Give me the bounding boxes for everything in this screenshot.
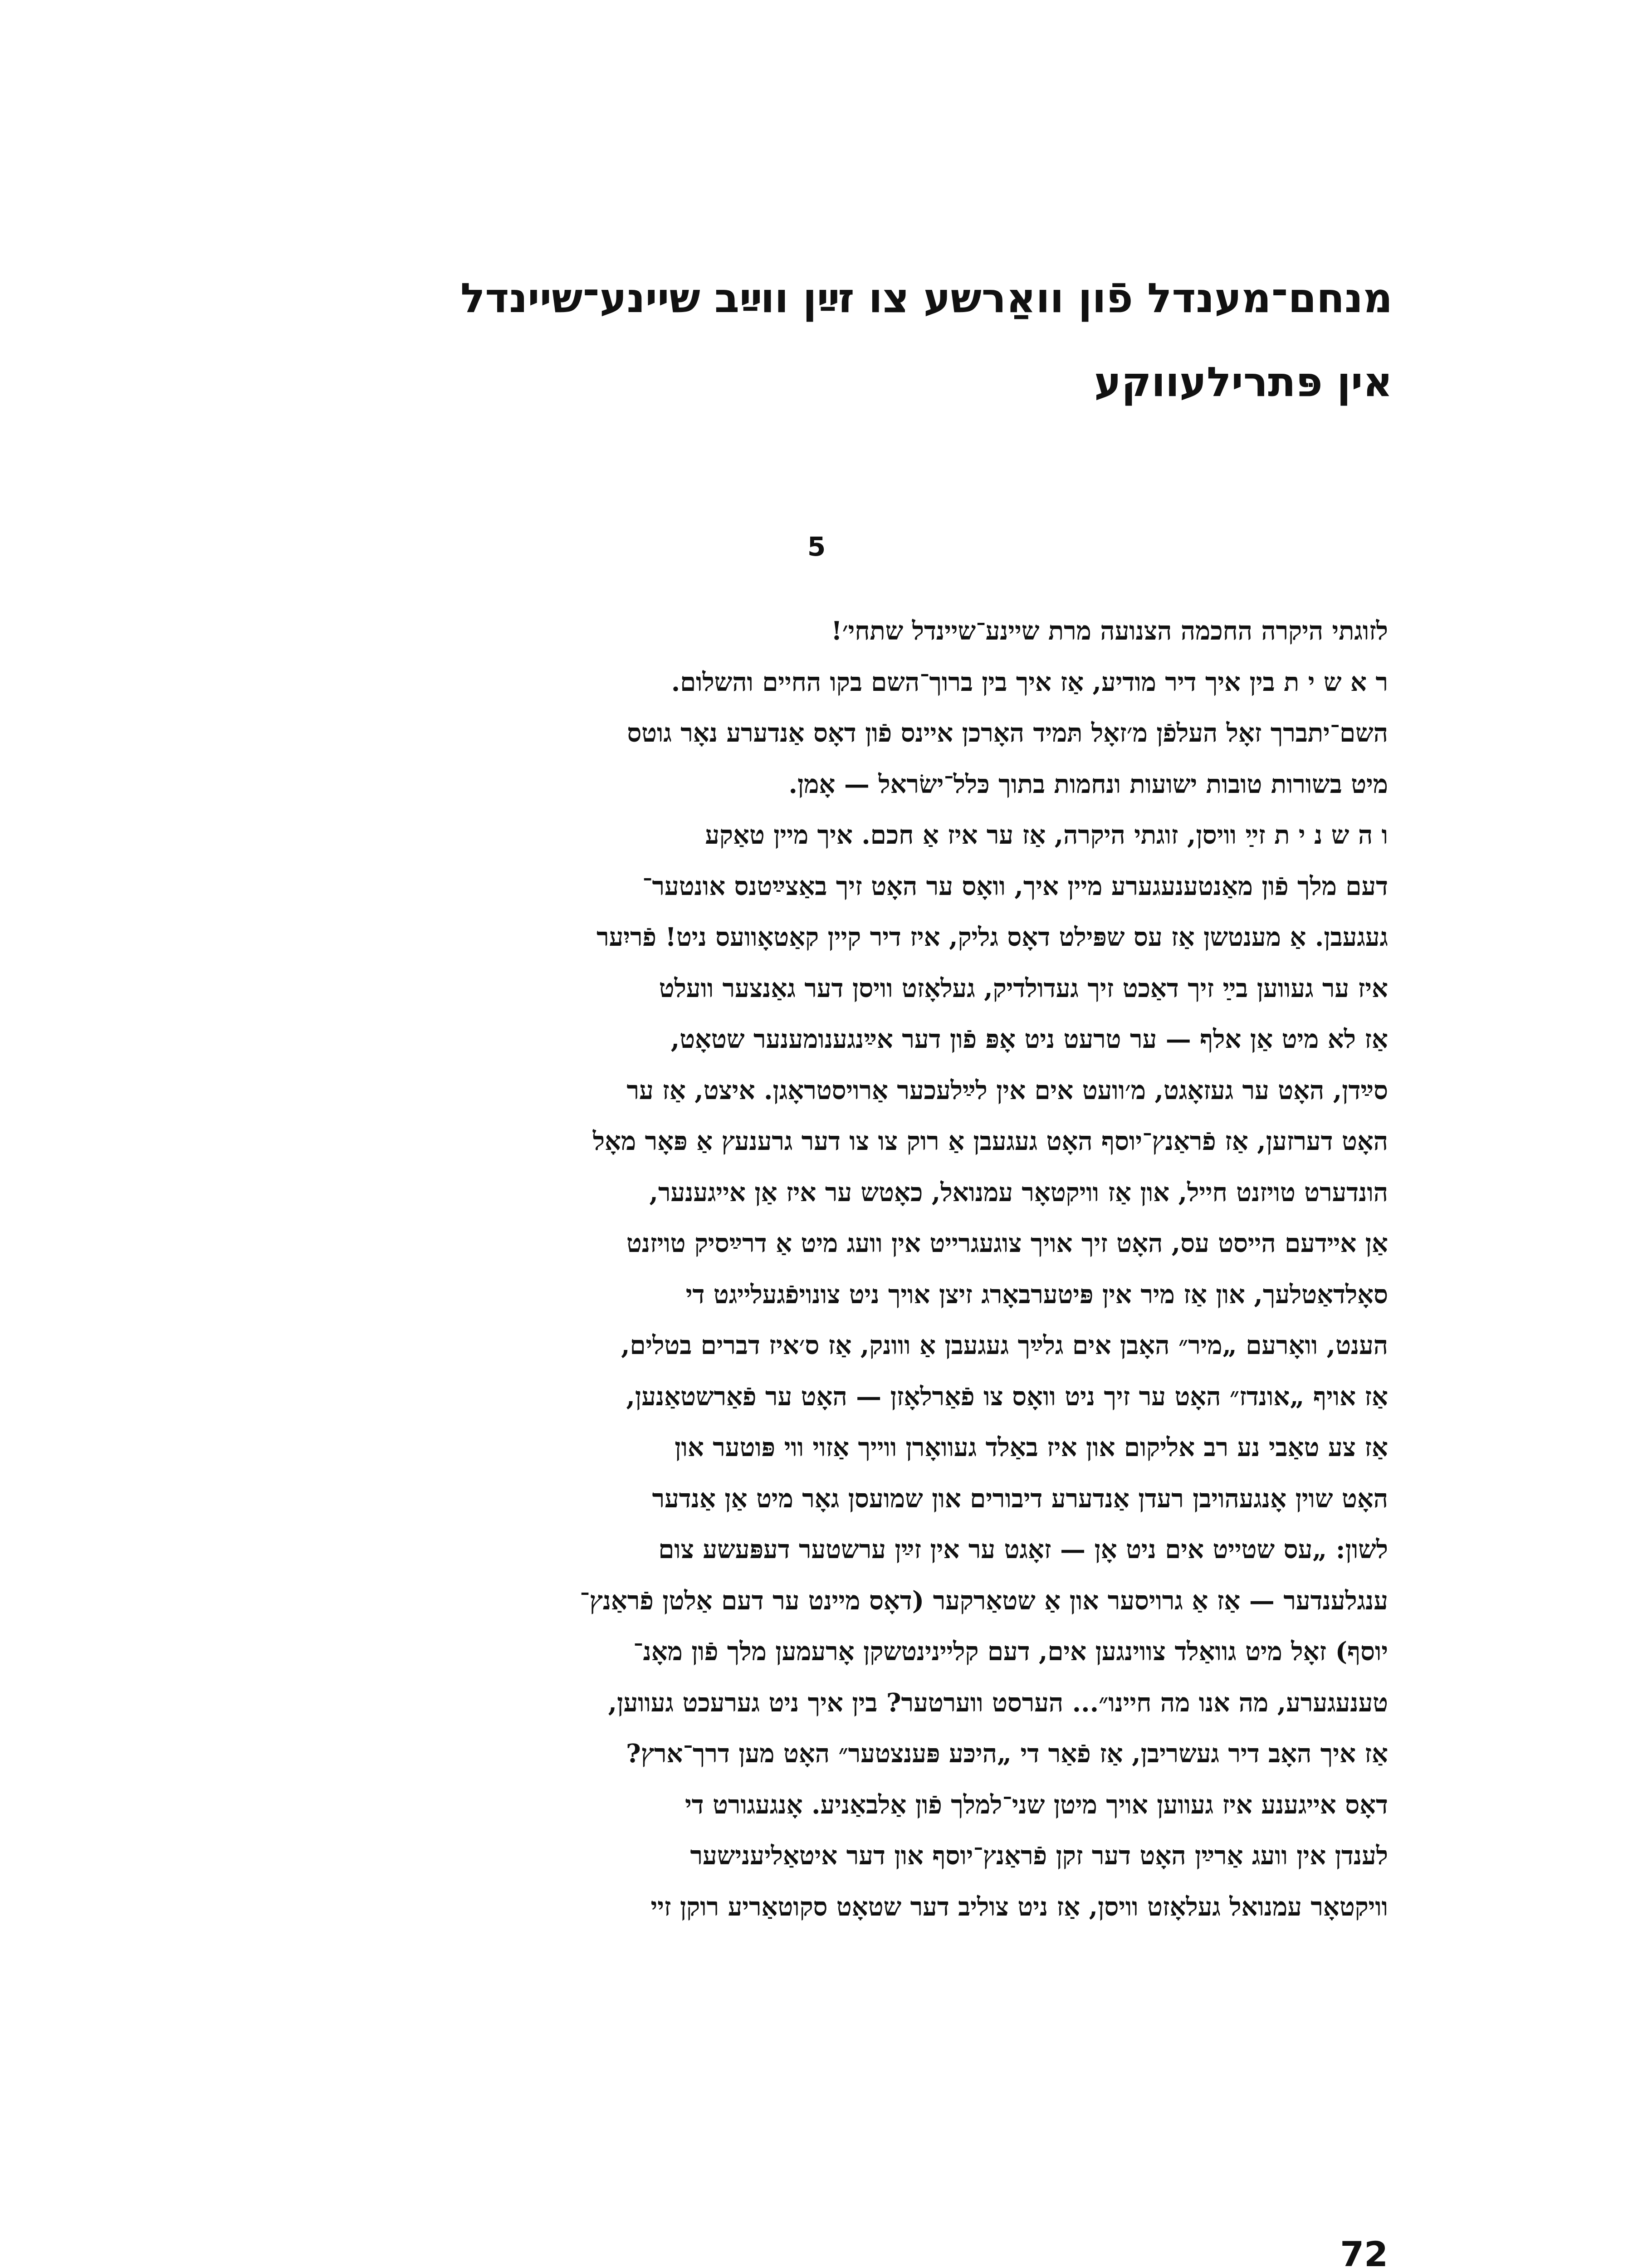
body-line: השם־יתברך זאָל העלפֿן מ׳זאָל תּמיד האָרכן איינס פֿון דאָס אַנדערע נאָר גוטס: [627, 718, 1388, 748]
body-line: ו ה ש נ י ת זײַ וויסן, זוגתי היקרה, אַז ער איז אַ חכם. איך מיין טאַקע: [705, 820, 1388, 850]
body-line: געגעבן. אַ מענטשן אַז עס שפּילט דאָס גליק, איז דיר קיין קאַטאָוועס ניט! פֿריִער: [596, 922, 1388, 952]
letter-body-text: [231, 606, 1388, 1932]
body-line: איז ער געווען בײַ זיך דאַכט זיך געדולדיק, געלאָזט וויסן דער גאַנצער וועלט: [659, 973, 1388, 1003]
body-line: וויקטאָר עמנואל געלאָזט וויסן, אַז ניט צוליב דער שטאָט סקוטאַריע רוקן זיי: [650, 1892, 1388, 1922]
body-line: דעם מלך פֿון מאַנטענעגערע מיין איך, וואָס ער האָט זיך באַצײַטנס אונטער־: [642, 871, 1388, 901]
body-line: האָט שוין אָנגעהויבן רעדן אַנדערע דיבורים און שמועסן גאָר מיט אַן אַנדער: [652, 1483, 1388, 1514]
body-line: הונדערט טויזנט חייל, און אַז וויקטאָר עמנואל, כאָטש ער איז אַן אייגענער,: [649, 1177, 1388, 1207]
body-line: אַז צע טאַבי נע רב אליקום און איז באַלד געוואָרן ווייך אַזוי ווי פּוטער און: [675, 1432, 1388, 1462]
body-line: סײַדן, האָט ער געזאָגט, מ׳וועט אים אין לײַלעכער אַרויסטראָגן. איצט, אַז ער: [626, 1075, 1388, 1105]
chapter-title-line-1: מנחם־מענדל פֿון וואַרשע צו זײַן ווײַב שיינע־שיינדל: [460, 274, 1393, 322]
body-line: אַז אויף „אונדז״ האָט ער זיך ניט וואָס צו פֿאַרלאָזן — האָט ער פֿאַרשטאַנען,: [626, 1381, 1388, 1412]
section-number: 5: [807, 531, 826, 562]
body-line: הענט, וואָרעם „מיר״ האָבן אים גלײַך געגעבן אַ ווונק, אַז ס׳איז דברים בטלים,: [621, 1330, 1388, 1360]
body-line: יוסף) זאָל מיט גוואַלד צווינגען אים, דעם קליינינטשקן אָרעמען מלך פֿון מאָנ־: [633, 1637, 1388, 1667]
body-line: האָט דערזען, אַז פֿראַנץ־יוסף האָט געגעבן אַ רוק צו צו דער גרענעץ אַ פּאָר מאָל: [592, 1126, 1388, 1156]
body-line: אַן אײדעם הייסט עס, האָט זיך אויך צוגעגרייט אין וועג מיט אַ דרײַסיק טויזנט: [626, 1228, 1388, 1258]
body-line: אַז איך האָב דיר געשריבן, אַז פֿאַר די „היכּע פּענצטער״ האָט מען דרך־ארץ?: [626, 1739, 1388, 1769]
chapter-title: [168, 256, 1393, 424]
body-line: לענדן אין וועג אַרײַן האָט דער זקן פֿראַנץ־יוסף און דער איטאַליענישער: [690, 1841, 1388, 1871]
body-line: דאָס אייגענע איז געווען אויך מיטן שני־למלך פֿון אַלבאַניע. אָנגעגורט די: [684, 1789, 1388, 1820]
body-line: ר א ש י ת בין איך דיר מודיע, אַז איך בין ברוך־השם בקו החיים והשלום.: [671, 667, 1388, 697]
body-line: מיט בשורות טובות ישועות ונחמות בתוך כּלל־ישׂראל — אָמן.: [788, 769, 1388, 799]
body-line: טענעגערע, מה אנו מה חיינו״... הערסט ווערטער? בין איך ניט גערעכט געווען,: [608, 1687, 1388, 1718]
body-line: לזוגתי היקרה החכמה הצנועה מרת שיינע־שיינדל שתחי׳!: [831, 616, 1388, 646]
body-line: אַז לא מיט אַן אלף — ער טרעט ניט אָפּ פֿון דער אײַנגענומענער שטאָט,: [670, 1024, 1388, 1054]
page-number: 72: [1340, 2234, 1388, 2268]
body-line: סאָלדאַטלעך, און אַז מיר אין פּיטערבאָרג זיצן אויך ניט צונויפֿגעלייגט די: [685, 1279, 1388, 1310]
body-line: לשון: „עס שטייט אים ניט אָן — זאָגט ער אין זײַן ערשטער דעפּעשע צום: [658, 1535, 1388, 1564]
chapter-title-line-2: אין פּתרילעווקע: [1094, 358, 1393, 406]
body-line: ענגלענדער — אַז אַ גרויסער און אַ שטאַרקער (דאָס מיינט ער דעם אַלטן פֿראַנץ־: [580, 1585, 1388, 1616]
